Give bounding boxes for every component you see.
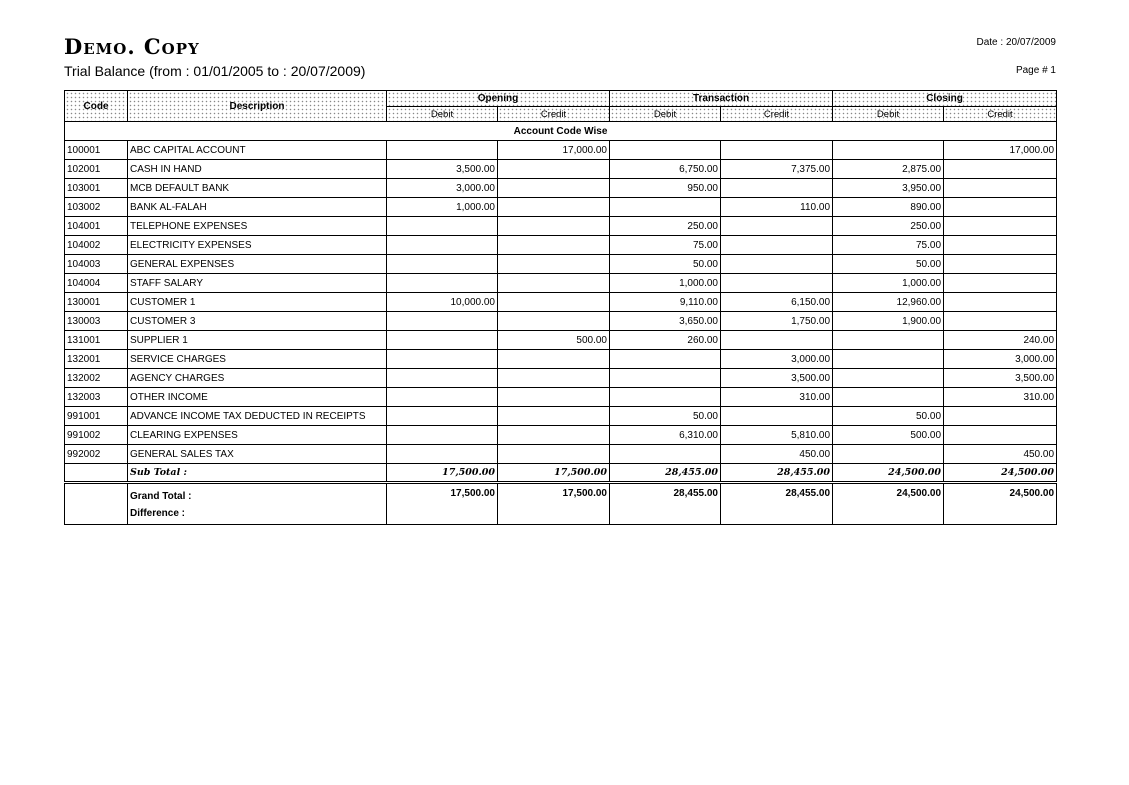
subtotal-label: Sub Total : bbox=[128, 464, 387, 482]
cell-opening-debit bbox=[387, 141, 498, 160]
cell-opening-credit bbox=[498, 198, 610, 217]
table-row bbox=[65, 255, 1057, 274]
cell-closing-credit bbox=[944, 236, 1057, 255]
cell-code: 103001 bbox=[65, 179, 128, 198]
cell-code: 102001 bbox=[65, 160, 128, 179]
cell-code: 132003 bbox=[65, 388, 128, 407]
cell-transaction-debit: 50.00 bbox=[610, 407, 721, 426]
header-description: Description bbox=[128, 91, 387, 122]
cell-code: 132002 bbox=[65, 369, 128, 388]
cell-code: 132001 bbox=[65, 350, 128, 369]
subtotal-transaction-debit: 28,455.00 bbox=[610, 464, 721, 482]
cell-opening-debit bbox=[387, 331, 498, 350]
cell-closing-credit bbox=[944, 198, 1057, 217]
cell-code: 100001 bbox=[65, 141, 128, 160]
cell-closing-credit: 310.00 bbox=[944, 388, 1057, 407]
cell-closing-debit bbox=[833, 141, 944, 160]
cell-opening-credit bbox=[498, 179, 610, 198]
cell-opening-credit bbox=[498, 274, 610, 293]
grand-opening-debit: 17,500.00 bbox=[387, 484, 498, 525]
cell-closing-debit bbox=[833, 445, 944, 464]
cell-closing-credit bbox=[944, 274, 1057, 293]
cell-transaction-credit bbox=[721, 141, 833, 160]
subtotal-closing-debit: 24,500.00 bbox=[833, 464, 944, 482]
cell-code: 104003 bbox=[65, 255, 128, 274]
cell-opening-credit bbox=[498, 236, 610, 255]
header-opening-credit: Credit bbox=[498, 107, 610, 122]
cell-opening-debit: 10,000.00 bbox=[387, 293, 498, 312]
cell-closing-credit: 17,000.00 bbox=[944, 141, 1057, 160]
cell-transaction-debit: 75.00 bbox=[610, 236, 721, 255]
header-code: Code bbox=[65, 91, 128, 122]
cell-closing-debit: 3,950.00 bbox=[833, 179, 944, 198]
cell-opening-debit bbox=[387, 236, 498, 255]
cell-transaction-credit bbox=[721, 255, 833, 274]
cell-opening-credit bbox=[498, 160, 610, 179]
cell-opening-credit bbox=[498, 217, 610, 236]
grand-total-label: Grand Total : bbox=[130, 491, 192, 502]
table-row bbox=[65, 141, 1057, 160]
cell-closing-credit bbox=[944, 255, 1057, 274]
cell-code: 104004 bbox=[65, 274, 128, 293]
cell-transaction-debit: 1,000.00 bbox=[610, 274, 721, 293]
cell-opening-debit: 3,500.00 bbox=[387, 160, 498, 179]
grand-total-label-cell bbox=[128, 484, 387, 525]
cell-closing-debit bbox=[833, 331, 944, 350]
cell-opening-credit: 500.00 bbox=[498, 331, 610, 350]
cell-transaction-credit: 7,375.00 bbox=[721, 160, 833, 179]
cell-transaction-debit bbox=[610, 445, 721, 464]
subtotal-code bbox=[65, 464, 128, 482]
cell-closing-debit bbox=[833, 350, 944, 369]
cell-transaction-credit: 1,750.00 bbox=[721, 312, 833, 331]
cell-code: 131001 bbox=[65, 331, 128, 350]
header-closing: Closing bbox=[833, 91, 1057, 107]
table-row bbox=[65, 312, 1057, 331]
cell-description: ELECTRICITY EXPENSES bbox=[128, 236, 387, 255]
cell-opening-credit bbox=[498, 369, 610, 388]
cell-closing-credit: 3,500.00 bbox=[944, 369, 1057, 388]
cell-transaction-credit: 3,000.00 bbox=[721, 350, 833, 369]
cell-closing-debit: 12,960.00 bbox=[833, 293, 944, 312]
table-row bbox=[65, 426, 1057, 445]
cell-opening-debit bbox=[387, 426, 498, 445]
cell-opening-debit: 3,000.00 bbox=[387, 179, 498, 198]
cell-description: ADVANCE INCOME TAX DEDUCTED IN RECEIPTS bbox=[128, 407, 387, 426]
cell-opening-debit bbox=[387, 369, 498, 388]
report-title: Trial Balance (from : 01/01/2005 to : 20/07/2009) bbox=[64, 63, 366, 79]
cell-closing-credit bbox=[944, 160, 1057, 179]
cell-closing-debit: 2,875.00 bbox=[833, 160, 944, 179]
table-row bbox=[65, 407, 1057, 426]
cell-opening-credit bbox=[498, 350, 610, 369]
cell-opening-debit bbox=[387, 312, 498, 331]
cell-transaction-debit: 6,750.00 bbox=[610, 160, 721, 179]
cell-transaction-debit bbox=[610, 369, 721, 388]
grand-transaction-debit: 28,455.00 bbox=[610, 484, 721, 525]
grand-closing-debit: 24,500.00 bbox=[833, 484, 944, 525]
cell-closing-credit bbox=[944, 293, 1057, 312]
cell-opening-credit bbox=[498, 255, 610, 274]
company-name: Demo. Copy bbox=[64, 34, 200, 59]
header-transaction: Transaction bbox=[610, 91, 833, 107]
cell-description: SERVICE CHARGES bbox=[128, 350, 387, 369]
cell-closing-credit bbox=[944, 217, 1057, 236]
cell-description: SUPPLIER 1 bbox=[128, 331, 387, 350]
grand-opening-credit: 17,500.00 bbox=[498, 484, 610, 525]
cell-opening-debit bbox=[387, 217, 498, 236]
cell-transaction-debit bbox=[610, 141, 721, 160]
cell-closing-debit bbox=[833, 369, 944, 388]
cell-closing-credit bbox=[944, 179, 1057, 198]
cell-closing-credit: 3,000.00 bbox=[944, 350, 1057, 369]
cell-opening-debit bbox=[387, 445, 498, 464]
table-row bbox=[65, 388, 1057, 407]
cell-code: 992002 bbox=[65, 445, 128, 464]
cell-closing-debit: 1,900.00 bbox=[833, 312, 944, 331]
cell-transaction-credit: 5,810.00 bbox=[721, 426, 833, 445]
cell-description: OTHER INCOME bbox=[128, 388, 387, 407]
cell-transaction-debit: 3,650.00 bbox=[610, 312, 721, 331]
cell-description: STAFF SALARY bbox=[128, 274, 387, 293]
cell-opening-credit bbox=[498, 445, 610, 464]
grand-total-code bbox=[65, 484, 128, 525]
header-closing-debit: Debit bbox=[833, 107, 944, 122]
cell-transaction-credit bbox=[721, 331, 833, 350]
cell-description: CLEARING EXPENSES bbox=[128, 426, 387, 445]
table-row bbox=[65, 445, 1057, 464]
table-row bbox=[65, 274, 1057, 293]
cell-transaction-debit: 9,110.00 bbox=[610, 293, 721, 312]
cell-description: CUSTOMER 1 bbox=[128, 293, 387, 312]
table-row bbox=[65, 369, 1057, 388]
table-row bbox=[65, 236, 1057, 255]
cell-description: CUSTOMER 3 bbox=[128, 312, 387, 331]
cell-opening-credit bbox=[498, 312, 610, 331]
table-row bbox=[65, 293, 1057, 312]
cell-opening-debit bbox=[387, 388, 498, 407]
cell-closing-debit: 890.00 bbox=[833, 198, 944, 217]
cell-opening-credit: 17,000.00 bbox=[498, 141, 610, 160]
cell-closing-debit bbox=[833, 388, 944, 407]
cell-description: TELEPHONE EXPENSES bbox=[128, 217, 387, 236]
header-transaction-debit: Debit bbox=[610, 107, 721, 122]
subtotal-opening-debit: 17,500.00 bbox=[387, 464, 498, 482]
cell-transaction-credit: 450.00 bbox=[721, 445, 833, 464]
report-date: Date : 20/07/2009 bbox=[976, 37, 1056, 48]
cell-transaction-credit bbox=[721, 217, 833, 236]
grand-closing-credit: 24,500.00 bbox=[944, 484, 1057, 525]
cell-transaction-debit: 250.00 bbox=[610, 217, 721, 236]
table-row bbox=[65, 198, 1057, 217]
cell-opening-debit bbox=[387, 274, 498, 293]
cell-opening-debit bbox=[387, 255, 498, 274]
cell-code: 130003 bbox=[65, 312, 128, 331]
cell-transaction-credit bbox=[721, 236, 833, 255]
subtotal-opening-credit: 17,500.00 bbox=[498, 464, 610, 482]
subtotal-transaction-credit: 28,455.00 bbox=[721, 464, 833, 482]
cell-closing-debit: 50.00 bbox=[833, 255, 944, 274]
table-row bbox=[65, 331, 1057, 350]
cell-closing-credit bbox=[944, 426, 1057, 445]
cell-closing-debit: 50.00 bbox=[833, 407, 944, 426]
cell-opening-credit bbox=[498, 388, 610, 407]
cell-closing-credit: 240.00 bbox=[944, 331, 1057, 350]
cell-code: 991002 bbox=[65, 426, 128, 445]
cell-code: 104001 bbox=[65, 217, 128, 236]
cell-transaction-debit: 6,310.00 bbox=[610, 426, 721, 445]
cell-description: GENERAL SALES TAX bbox=[128, 445, 387, 464]
cell-transaction-credit bbox=[721, 179, 833, 198]
cell-transaction-debit: 260.00 bbox=[610, 331, 721, 350]
header-opening: Opening bbox=[387, 91, 610, 107]
cell-description: AGENCY CHARGES bbox=[128, 369, 387, 388]
table-row bbox=[65, 217, 1057, 236]
page-number: Page # 1 bbox=[1015, 65, 1056, 76]
cell-description: BANK AL-FALAH bbox=[128, 198, 387, 217]
cell-transaction-debit: 950.00 bbox=[610, 179, 721, 198]
table-row bbox=[65, 179, 1057, 198]
subtotal-row bbox=[65, 464, 1057, 482]
cell-transaction-credit: 310.00 bbox=[721, 388, 833, 407]
cell-closing-credit: 450.00 bbox=[944, 445, 1057, 464]
cell-code: 103002 bbox=[65, 198, 128, 217]
cell-closing-credit bbox=[944, 407, 1057, 426]
cell-closing-debit: 250.00 bbox=[833, 217, 944, 236]
cell-opening-credit bbox=[498, 426, 610, 445]
cell-transaction-credit: 3,500.00 bbox=[721, 369, 833, 388]
header-closing-credit: Credit bbox=[944, 107, 1057, 122]
cell-transaction-credit bbox=[721, 274, 833, 293]
grand-transaction-credit: 28,455.00 bbox=[721, 484, 833, 525]
cell-transaction-credit: 6,150.00 bbox=[721, 293, 833, 312]
header-opening-debit: Debit bbox=[387, 107, 498, 122]
cell-closing-debit: 75.00 bbox=[833, 236, 944, 255]
subtotal-closing-credit: 24,500.00 bbox=[944, 464, 1057, 482]
cell-transaction-credit: 110.00 bbox=[721, 198, 833, 217]
cell-closing-debit: 1,000.00 bbox=[833, 274, 944, 293]
cell-transaction-debit bbox=[610, 198, 721, 217]
cell-code: 130001 bbox=[65, 293, 128, 312]
cell-transaction-debit bbox=[610, 350, 721, 369]
section-heading: Account Code Wise bbox=[65, 122, 1057, 141]
cell-opening-debit: 1,000.00 bbox=[387, 198, 498, 217]
cell-description: MCB DEFAULT BANK bbox=[128, 179, 387, 198]
cell-description: ABC CAPITAL ACCOUNT bbox=[128, 141, 387, 160]
cell-code: 991001 bbox=[65, 407, 128, 426]
cell-transaction-debit bbox=[610, 388, 721, 407]
table-row bbox=[65, 350, 1057, 369]
cell-transaction-credit bbox=[721, 407, 833, 426]
cell-closing-debit: 500.00 bbox=[833, 426, 944, 445]
cell-description: CASH IN HAND bbox=[128, 160, 387, 179]
cell-closing-credit bbox=[944, 312, 1057, 331]
trial-balance-table bbox=[64, 90, 1057, 525]
cell-opening-credit bbox=[498, 293, 610, 312]
cell-description: GENERAL EXPENSES bbox=[128, 255, 387, 274]
cell-transaction-debit: 50.00 bbox=[610, 255, 721, 274]
cell-opening-debit bbox=[387, 407, 498, 426]
grand-total-row bbox=[65, 484, 1057, 525]
table-row bbox=[65, 160, 1057, 179]
cell-opening-credit bbox=[498, 407, 610, 426]
header-transaction-credit: Credit bbox=[721, 107, 833, 122]
cell-code: 104002 bbox=[65, 236, 128, 255]
cell-opening-debit bbox=[387, 350, 498, 369]
difference-label: Difference : bbox=[130, 508, 186, 519]
